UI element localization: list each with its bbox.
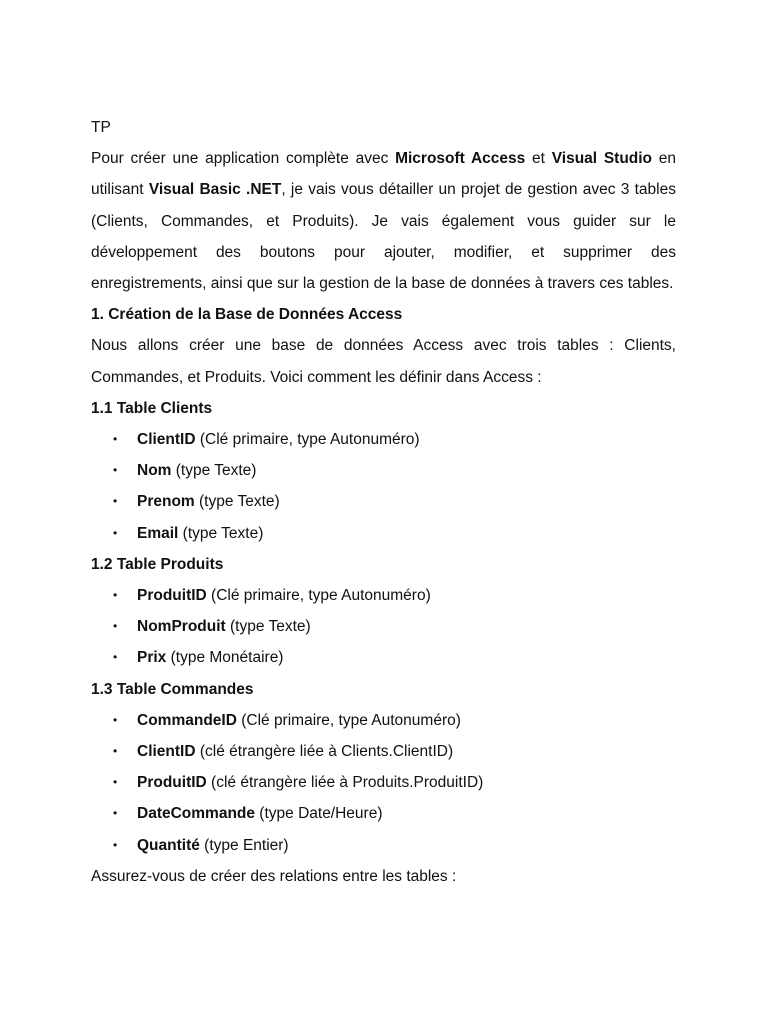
field-name: Quantité — [137, 836, 200, 854]
bullet: • — [113, 619, 118, 634]
table-clients-heading: 1.1 Table Clients — [91, 399, 213, 417]
intro-paragraph — [91, 143, 676, 299]
table-produits-fields — [91, 580, 676, 674]
field-desc: (type Date/Heure) — [255, 805, 383, 823]
field-desc: (type Texte) — [171, 462, 257, 480]
field-desc: (type Monétaire) — [166, 649, 284, 667]
field-desc: (Clé primaire, type Autonuméro) — [206, 587, 431, 605]
doc-title: TP — [91, 119, 111, 136]
list-item — [91, 424, 676, 455]
list-item — [91, 455, 676, 486]
field-name: Prenom — [137, 493, 195, 511]
field-desc: (type Entier) — [199, 836, 289, 854]
list-item — [91, 830, 676, 861]
table-commandes-fields — [91, 705, 676, 861]
field-name: ProduitID — [137, 587, 207, 605]
field-name: ClientID — [137, 743, 196, 761]
intro-text-1: Pour créer une application complète avec — [91, 150, 396, 168]
field-desc: (type Texte) — [225, 618, 311, 636]
intro-bold-access: Microsoft Access — [395, 150, 526, 168]
intro-bold-studio: Visual Studio — [551, 150, 653, 168]
list-item — [91, 798, 676, 829]
field-name: ClientID — [137, 431, 196, 449]
bullet: • — [113, 806, 118, 821]
field-desc: (clé étrangère liée à Clients.ClientID) — [195, 743, 454, 761]
field-desc: (Clé primaire, type Autonuméro) — [195, 431, 420, 449]
list-item — [91, 580, 676, 611]
bullet: • — [113, 463, 118, 478]
field-name: Prix — [137, 649, 167, 667]
intro-text-4: , je vais vous détailler un projet de gestion avec 3 tables (Clients, Commandes, et Produits). Je vais également vous guider sur le développement des boutons pour ajouter, modifier, et supprimer des enregistrements, ainsi que sur la gestion de la base de données à travers ces tables. — [91, 181, 676, 293]
field-name: NomProduit — [137, 618, 226, 636]
bullet: • — [113, 837, 118, 852]
intro-text-3: en utilisant — [91, 150, 677, 199]
bullet: • — [113, 494, 118, 509]
bullet: • — [113, 650, 118, 665]
field-desc: (Clé primaire, type Autonuméro) — [236, 711, 461, 729]
document-page — [91, 112, 676, 892]
field-desc: (type Texte) — [194, 493, 280, 511]
field-desc: (type Texte) — [178, 524, 264, 542]
field-desc: (clé étrangère liée à Produits.ProduitID) — [206, 774, 484, 792]
bullet: • — [113, 432, 118, 447]
section1-text: Nous allons créer une base de données Access avec trois tables : Clients, Commandes, et Produits. Voici comment les définir dans Access : — [91, 337, 676, 386]
field-name: CommandeID — [137, 711, 237, 729]
list-item — [91, 642, 676, 673]
intro-bold-vbnet: Visual Basic .NET — [148, 181, 282, 199]
list-item — [91, 486, 676, 517]
bullet: • — [113, 525, 118, 540]
table-produits-heading: 1.2 Table Produits — [91, 555, 224, 573]
list-item — [91, 767, 676, 798]
field-name: Nom — [137, 462, 172, 480]
bullet: • — [113, 744, 118, 759]
list-item — [91, 705, 676, 736]
table-commandes-heading: 1.3 Table Commandes — [91, 680, 254, 698]
intro-text-2: et — [525, 150, 552, 168]
field-name: Email — [137, 524, 179, 542]
closing-text: Assurez-vous de créer des relations entre les tables : — [91, 867, 457, 885]
section1-heading: 1. Création de la Base de Données Access — [91, 306, 403, 324]
bullet: • — [113, 588, 118, 603]
field-name: DateCommande — [137, 805, 255, 823]
field-name: ProduitID — [137, 774, 207, 792]
list-item — [91, 518, 676, 549]
list-item — [91, 736, 676, 767]
bullet: • — [113, 775, 118, 790]
bullet: • — [113, 712, 118, 727]
table-clients-fields — [91, 424, 676, 549]
list-item — [91, 611, 676, 642]
